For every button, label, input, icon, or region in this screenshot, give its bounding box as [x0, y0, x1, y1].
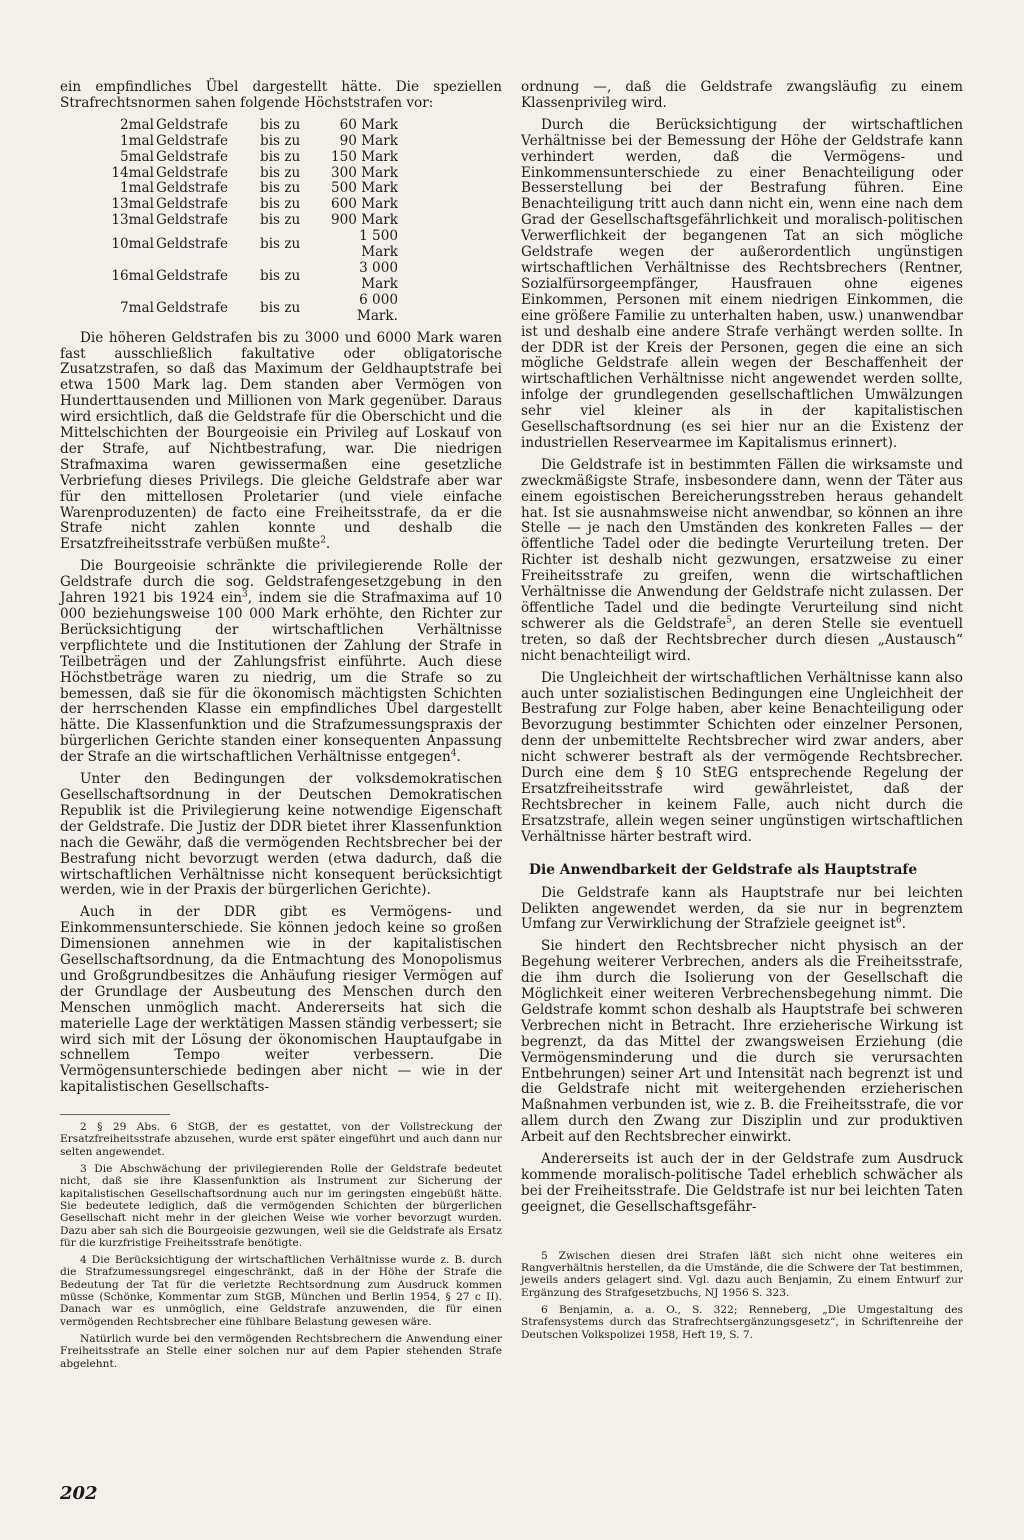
fine-amount: 6 000 Mark.: [356, 291, 398, 324]
paragraph: ein empfindliches Übel dargestellt hätte. Die speziellen Strafrechtsnormen sahen folgende Höchststrafen vor:: [60, 79, 502, 111]
fine-amount: 1 500 Mark: [359, 228, 398, 261]
left-column: [60, 80, 502, 1375]
fine-count: 1mal: [120, 180, 154, 197]
paragraph: Die Geldstrafe kann als Hauptstrafe nur bei leichten Delikten angewendet werden, da sie nur in begrenztem Umfang zur Verwirklichung der Strafziele geeignet ist$^6$.: [521, 884, 963, 933]
footnote-4: 4 Die Berücksichtigung der wirtschaftlichen Verhältnisse wurde z. B. durch die Strafzumessungsregel eingeschränkt, daß in der Höhe der Strafe die Bedeutung der Tat für die verletzte Rechtsordnung zum Ausdruck kommen müsse (Schönke, Kommentar zum StGB, München und Berlin 1954, § 27 c II). Danach war es unmöglich, eine Geldstrafe anzuwenden, die für einen vermögenden Rechtsbrecher eine fühlbare Belastung gewesen wäre.: [60, 1254, 502, 1328]
footnote-ref[interactable]: 4: [450, 748, 457, 759]
footnote-4-continued: Natürlich wurde bei den vermögenden Rechtsbrechern die Anwendung einer Freiheitsstrafe an Stelle einer solchen nur auf dem Papier stehenden Strafe abgelehnt.: [60, 1332, 502, 1370]
fine-label: Geldstrafe: [156, 267, 229, 284]
paragraph: ordnung —, daß die Geldstrafe zwangsläufig zu einem Klassenprivileg wird.: [521, 79, 963, 111]
footnotes: [521, 1250, 963, 1341]
footnote-5: 5 Zwischen diesen drei Strafen läßt sich nicht ohne weiteres ein Rangverhältnis herstellen, da die Umstände, die die Schwere der Tat bestimmen, jeweils anders gelagert sind. Vgl. dazu auch Benjamin, Zu einem Entwurf zur Ergänzung des Strafgesetzbuchs, NJ 1956 S. 323.: [521, 1249, 963, 1299]
fine-label: Geldstrafe: [156, 196, 229, 213]
fine-upto: bis zu: [260, 116, 301, 133]
paragraph: Durch die Berücksichtigung der wirtschaftlichen Verhältnisse bei der Bemessung der Höhe der Geldstrafe kann verhindert werden, daß die Vermögens- und Einkommensunterschiede zu einer Benachteiligung oder Besserstellung bei der Bestrafung führen. Eine Benachteiligung tritt auch dann nicht ein, wenn eine nach dem Grad der Gesellschaftsgefährlichkeit und moralisch-politischen Verwerflichkeit der begangenen Tat an sich mögliche Geldstrafe wegen der außerordentlich ungünstigen wirtschaftlichen Verhältnisse des Rechtsbrechers (Rentner, Sozialfürsorgeempfänger, Hausfrauen ohne eigenes Einkommen, Personen mit einem niedrigen Einkommen, die eine größere Familie zu unterhalten haben, usw.) unanwendbar ist und deshalb eine andere Strafe verhängt werden sollte. In der DDR ist der Kreis der Personen, gegen die eine an sich mögliche Geldstrafe allein wegen der Beschaffenheit der wirtschaftlichen Verhältnisse nicht angewendet werden sollte, infolge der grundlegenden gesellschaftlichen Umwälzungen sehr viel kleiner als in der kapitalistischen Gesellschaftsordnung (es sei hier nur an die Existenz der industriellen Reservearmee im Kapitalismus erinnert).: [521, 116, 963, 451]
footnote-2: 2 § 29 Abs. 6 StGB, der es gestattet, von der Vollstreckung der Ersatzfreiheitsstrafe abzusehen, wurde erst später eingeführt und auch dann nur selten angewendet.: [60, 1121, 502, 1158]
fine-upto: bis zu: [260, 212, 301, 229]
fine-label: Geldstrafe: [156, 212, 229, 229]
fine-row: [108, 150, 404, 166]
section-heading: Die Anwendbarkeit der Geldstrafe als Hauptstrafe: [529, 861, 918, 878]
paragraph: Andererseits ist auch der in der Geldstrafe zum Ausdruck kommende moralisch-politische Tadel erheblich schwächer als bei der Freiheitsstrafe. Die Geldstrafe ist nur bei leichten Taten geeignet, die Gesellschaftsgefähr-: [521, 1151, 963, 1215]
fine-row: [108, 261, 404, 293]
paragraph: Sie hindert den Rechtsbrecher nicht physisch an der Begehung weiterer Verbrechen, anders als die Freiheitsstrafe, die ihm durch die Isolierung von der Gesellschaft die Möglichkeit einer weiteren Verbrechensbegehung nimmt. Die Geldstrafe kommt schon deshalb als Hauptstrafe bei schweren Verbrechen nicht in Betracht. Ihre erzieherische Wirkung ist begrenzt, da das Mittel der zwangsweisen Erziehung (die Vermögensminderung und die durch sie verursachten Entbehrungen) seiner Art und Intensität nach begrenzt ist und die Geldstrafe nicht mit weitergehenden erzieherischen Maßnahmen verbunden ist, wie z. B. die Freiheitsstrafe, die vor allem durch den Zwang zur Disziplin und zur produktiven Arbeit auf den Rechtsbrecher einwirkt.: [521, 938, 963, 1146]
paragraph: Unter den Bedingungen der volksdemokratischen Gesellschaftsordnung in der Deutschen Demokratischen Republik ist die Privilegierung keine notwendige Eigenschaft der Geldstrafe. Die Justiz der DDR bietet ihrer Klassenfunktion nach die Gewähr, daß die vermögenden Rechtsbrecher bei der Bestrafung nicht bevorzugt werden (etwa dadurch, daß die wirtschaftlichen Verhältnisse nicht konsequent berücksichtigt werden, wie in der Praxis der bürgerlichen Gerichte).: [60, 771, 502, 899]
fine-row: [108, 166, 404, 182]
fine-upto: bis zu: [260, 164, 301, 181]
fine-count: 13mal: [111, 196, 154, 213]
fine-count: 7mal: [120, 299, 154, 316]
right-column: [521, 80, 963, 1346]
footnote-ref[interactable]: 6: [895, 915, 902, 926]
fine-label: Geldstrafe: [156, 180, 229, 197]
fine-amount: 150 Mark: [330, 148, 398, 165]
fine-label: Geldstrafe: [156, 236, 229, 253]
fine-upto: bis zu: [260, 180, 301, 197]
fine-maxima-table: [108, 118, 404, 325]
fine-amount: 600 Mark: [330, 196, 398, 213]
fine-count: 14mal: [111, 164, 154, 181]
fine-count: 16mal: [111, 267, 154, 284]
footnotes: [60, 1121, 502, 1370]
fine-label: Geldstrafe: [156, 132, 229, 149]
fine-amount: 60 Mark: [339, 116, 398, 133]
fine-amount: 300 Mark: [330, 164, 398, 181]
fine-row: [108, 181, 404, 197]
fine-label: Geldstrafe: [156, 164, 229, 181]
footnote-6: 6 Benjamin, a. a. O., S. 322; Renneberg, „Die Umgestaltung des Strafensystems durch das Strafrechtsergänzungsgesetz“, in Schriftenreihe der Deutschen Volkspolizei 1958, Heft 19, S. 7.: [521, 1303, 963, 1341]
paragraph: Auch in der DDR gibt es Vermögens- und Einkommensunterschiede. Sie können jedoch keine so großen Dimensionen annehmen wie in der kapitalistischen Gesellschaftsordnung, da die Entmachtung des Monopolismus und Großgrundbesitzes die Anhäufung riesiger Vermögen auf der Grundlage der Ausbeutung des Menschen durch den Menschen unmöglich macht. Andererseits hat sich die materielle Lage der werktätigen Massen ständig verbessert; sie wird sich mit der Lösung der ökonomischen Hauptaufgabe in schnellem Tempo weiter verbessern. Die Vermögensunterschiede bedingen aber nicht — wie in der kapitalistischen Gesellschafts-: [60, 904, 502, 1096]
fine-upto: bis zu: [260, 299, 301, 316]
fine-row: [108, 293, 404, 325]
fine-count: 5mal: [120, 148, 154, 165]
fine-amount: 900 Mark: [330, 212, 398, 229]
fine-label: Geldstrafe: [156, 116, 229, 133]
fine-count: 10mal: [111, 236, 154, 253]
fine-upto: bis zu: [260, 148, 301, 165]
fine-row: [108, 118, 404, 134]
paragraph: Die Geldstrafe ist in bestimmten Fällen die wirksamste und zweckmäßigste Strafe, insbesondere dann, wenn der Täter aus einem egoistischen Bereicherungsstreben heraus gehandelt hat. Ist sie ausnahmsweise nicht anwendbar, so können an ihre Stelle — je nach den Umständen des konkreten Falles — der öffentliche Tadel oder die bedingte Verurteilung treten. Der Richter ist deshalb nicht gezwungen, ersatzweise zu einer Freiheitsstrafe zu greifen, wenn die wirtschaftlichen Verhältnisse die Anwendung der Geldstrafe nicht zulassen. Der öffentliche Tadel und die bedingte Verurteilung sind nicht schwerer als die Geldstrafe$^5$, an deren Stelle sie eventuell treten, so daß der Rechtsbrecher durch diesen „Austausch“ nicht benachteiligt wird.: [521, 456, 964, 664]
page-number: 202: [60, 1483, 98, 1504]
footnote-3: 3 Die Abschwächung der privilegierenden Rolle der Geldstrafe bedeutet nicht, daß sie ihre Klassenfunktion als Instrument zur Sicherung der kapitalistischen Gesellschaftsordnung auch nur im geringsten eingebüßt hätte. Sie bedeutete lediglich, daß die vermögenden Schichten der bürgerlichen Gesellschaft nicht mehr in der gleichen Weise wie vorher bevorzugt wurden. Dazu aber sah sich die Bourgeoisie gezwungen, weil sie die Geldstrafe als Ersatz für die kurzfristige Freiheitsstrafe benötigte.: [60, 1163, 502, 1249]
fine-row: [108, 197, 404, 213]
footnote-rule: [60, 1114, 170, 1121]
fine-row: [108, 229, 404, 261]
fine-upto: bis zu: [260, 132, 301, 149]
fine-amount: 3 000 Mark: [359, 259, 398, 292]
fine-label: Geldstrafe: [156, 148, 229, 165]
footnote-ref[interactable]: 3: [242, 589, 248, 600]
fine-amount: 90 Mark: [339, 132, 398, 149]
paragraph: Die Bourgeoisie schränkte die privilegierende Rolle der Geldstrafe durch die sog. Geldstrafengesetzgebung in den Jahren 1921 bis 1924 ein$^3$, indem sie die Strafmaxima auf 10 000 beziehungsweise 100 000 Mark erhöhte, den Richter zur Berücksichtigung der wirtschaftlichen Verhältnisse verpflichtete und die Institutionen der Zahlung der Strafe in Teilbeträgen und der Zahlungsfrist einführte. Auch diese Höchstbeträge waren zu niedrig, um die Strafe so zu bemessen, daß sie für die ökonomisch mächtigsten Schichten der herrschenden Klasse ein empfindliches Übel dargestellt hätte. Die Klassenfunktion und die Strafzumessungspraxis der bürgerlichen Gerichte standen einer konsequenten Anpassung der Strafe an die wirtschaftlichen Verhältnisse entgegen$^4$.: [60, 558, 502, 766]
fine-row: [108, 213, 404, 229]
fine-upto: bis zu: [260, 236, 301, 253]
footnote-ref[interactable]: 2: [320, 535, 326, 546]
footnote-ref[interactable]: 5: [726, 615, 732, 626]
fine-upto: bis zu: [260, 196, 301, 213]
fine-row: [108, 134, 404, 150]
fine-amount: 500 Mark: [330, 180, 398, 197]
paragraph: Die höheren Geldstrafen bis zu 3000 und 6000 Mark waren fast ausschließlich fakultative oder obligatorische Zusatzstrafen, so daß das Maximum der Geldhauptstrafe bei etwa 1500 Mark lag. Dem standen aber Vermögen von Hunderttausenden und Millionen von Mark gegenüber. Daraus wird ersichtlich, daß die Geldstrafe für die Oberschicht und die Mittelschichten der Bourgeoisie ein Privileg auf Loskauf von der Strafe, auf Nichtbestrafung, war. Die niedrigen Strafmaxima waren gewissermaßen eine gesetzliche Verbriefung dieses Privilegs. Die gleiche Geldstrafe aber war für den mittellosen Proletarier (und viele einfache Warenproduzenten) de facto eine Freiheitsstrafe, da er die Strafe nicht zahlen konnte und deshalb die Ersatzfreiheitsstrafe verbüßen mußte$^2$.: [60, 329, 502, 553]
fine-label: Geldstrafe: [156, 299, 229, 316]
fine-count: 1mal: [120, 132, 154, 149]
fine-count: 13mal: [111, 212, 154, 229]
fine-upto: bis zu: [260, 267, 301, 284]
paragraph: Die Ungleichheit der wirtschaftlichen Verhältnisse kann also auch unter sozialistischen Bedingungen eine Ungleichheit der Bestrafung zur Folge haben, aber keine Benachteiligung oder Bevorzugung bestimmter Schichten oder einzelner Personen, denn der unbemittelte Rechtsbrecher wird zwar anders, aber nicht schwerer bestraft als der vermögende Rechtsbrecher. Durch eine dem § 10 StEG entsprechende Regelung der Ersatzfreiheitsstrafe wird gewährleistet, daß der Rechtsbrecher in keinem Falle, auch nicht durch die Ersatzstrafe, allein wegen seiner ungünstigen wirtschaftlichen Verhältnisse härter bestraft wird.: [521, 669, 963, 845]
fine-count: 2mal: [120, 116, 154, 133]
